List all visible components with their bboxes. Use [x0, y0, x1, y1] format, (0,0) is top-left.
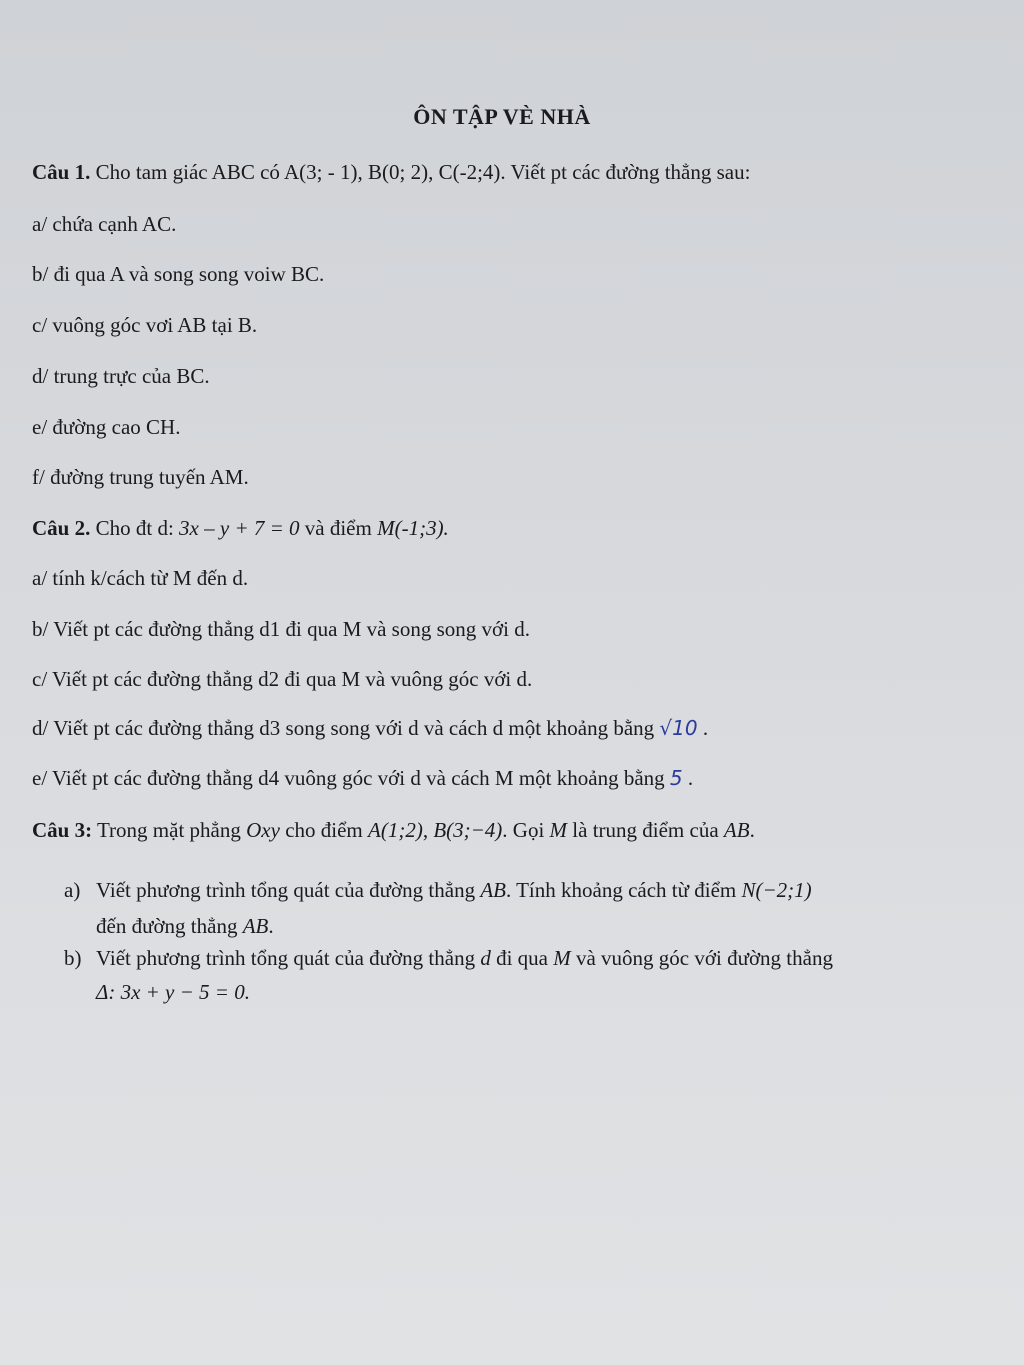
question-3-part-a-label: a) — [64, 878, 81, 902]
question-3-part-a-line2: đến đường thẳng AB. — [96, 914, 274, 938]
question-3: Câu 3: Trong mặt phẳng Oxy cho điểm A(1;2), B(3;−4). Gọi M là trung điểm của AB. — [32, 818, 755, 842]
question-3-part-b-post: và vuông góc với đường thẳng — [575, 946, 833, 970]
question-3-text2: cho điểm — [285, 818, 363, 842]
question-1-item-b: b/ đi qua A và song song voiw BC. — [32, 262, 325, 286]
question-3-part-b-mid: đi qua — [496, 946, 548, 970]
question-2-item-e: e/ Viết pt các đường thẳng d4 vuông góc với d và cách M một khoảng bằng 5 . — [32, 766, 694, 790]
question-3-part-a-pre: Viết phương trình tổng quát của đường thẳng — [96, 878, 476, 902]
document-title: ÔN TẬP VÈ NHÀ — [413, 104, 591, 129]
question-3-ab: AB — [723, 818, 750, 842]
question-2-label: Câu 2. — [32, 516, 91, 540]
question-3-part-a-line2-pre: đến đường thẳng — [96, 914, 238, 938]
question-1-item-c: c/ vuông góc vơi AB tại B. — [32, 313, 258, 337]
question-1-item-e: e/ đường cao CH. — [32, 415, 181, 439]
question-3-point-a: A(1;2) — [368, 818, 423, 842]
question-3-part-a-line1 — [96, 878, 812, 903]
question-3-label: Câu 3: — [32, 818, 93, 842]
question-3-m: M — [549, 818, 568, 842]
question-1-item-a: a/ chứa cạnh AC. — [32, 212, 177, 236]
question-2-item-a: a/ tính k/cách từ M đến d. — [32, 566, 249, 590]
question-3-part-b-m: M — [553, 946, 571, 970]
question-3-part-a-point-n: N(−2;1) — [741, 878, 812, 902]
handwritten-five: 5 — [669, 766, 683, 790]
question-2-equation: 3x – y + 7 = 0 — [179, 516, 300, 540]
question-1-item-d: d/ trung trực của BC. — [32, 364, 210, 388]
question-3-part-b-line1 — [96, 946, 833, 971]
question-2 — [32, 516, 449, 541]
question-1-item-f: f/ đường trung tuyến AM. — [32, 465, 249, 489]
question-2-item-c: c/ Viết pt các đường thẳng d2 đi qua M và vuông góc với d. — [32, 667, 533, 691]
question-2-item-b: b/ Viết pt các đường thẳng d1 đi qua M và song song với d. — [32, 617, 530, 641]
question-3-part-b-line2 — [96, 980, 250, 1005]
question-3-part-a-post: . Tính khoảng cách từ điểm — [505, 878, 737, 902]
question-3-part-b-label: b) — [64, 946, 82, 970]
question-2-item-e-text: e/ Viết pt các đường thẳng d4 vuông góc với d và cách M một khoảng bằng — [32, 766, 665, 790]
question-2-text-pre: Cho đt d: — [95, 516, 174, 540]
question-1-label: Câu 1. — [32, 160, 91, 184]
question-1-text: Cho tam giác ABC có A(3; - 1), B(0; 2), C(-2;4). Viết pt các đường thẳng sau: — [95, 160, 751, 184]
question-2-item-d-text: d/ Viết pt các đường thẳng d3 song song với d và cách d một khoảng bằng — [32, 716, 655, 740]
question-2-text-mid: và điểm — [304, 516, 372, 540]
question-3-part-a-ab: AB — [480, 878, 506, 902]
handwritten-sqrt10: √10 — [659, 716, 698, 740]
question-3-part-b-equation: Δ: 3x + y − 5 = 0. — [96, 980, 250, 1004]
question-3-part-b-pre: Viết phương trình tổng quát của đường thẳng — [96, 946, 476, 970]
question-1 — [32, 160, 750, 185]
question-3-text1: Trong mặt phẳng — [96, 818, 241, 842]
question-2-point: M(-1;3). — [377, 516, 449, 540]
question-3-text3: . Gọi — [502, 818, 545, 842]
question-3-part-a-line2-ab: AB — [242, 914, 269, 938]
question-3-oxy: Oxy — [246, 818, 280, 842]
question-3-text4: là trung điểm của — [572, 818, 719, 842]
question-2-item-d: d/ Viết pt các đường thẳng d3 song song với d và cách d một khoảng bằng √10 . — [32, 716, 709, 740]
question-3-part-b-d: d — [480, 946, 491, 970]
question-3-point-b: B(3;−4) — [433, 818, 503, 842]
